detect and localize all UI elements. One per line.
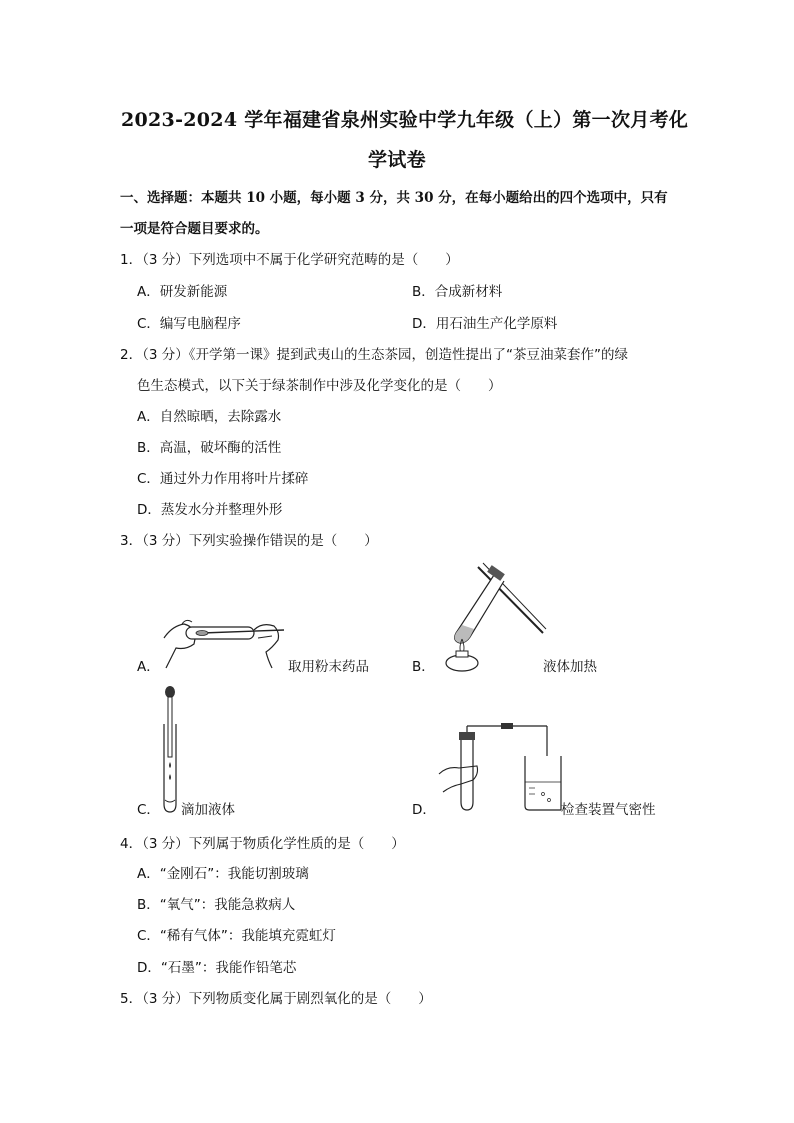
question-3-option-b[interactable]: B． — [412, 659, 435, 675]
question-1-option-d[interactable]: D．用石油生产化学原料 — [412, 316, 558, 332]
question-3-caption-d: 检查装置气密性 — [561, 802, 656, 818]
question-3-caption-b: 液体加热 — [543, 659, 597, 675]
question-5-stem: 5．（3 分）下列物质变化属于剧烈氧化的是（ ） — [120, 991, 432, 1007]
section-heading-line2: 一项是符合题目要求的。 — [120, 221, 269, 237]
dropper-figure — [158, 684, 182, 814]
question-2-option-d[interactable]: D．蒸发水分并整理外形 — [137, 502, 283, 518]
question-3-stem: 3．（3 分）下列实验操作错误的是（ ） — [120, 533, 378, 549]
liquid-heating-figure — [428, 555, 548, 673]
question-2-stem-line2: 色生态模式，以下关于绿茶制作中涉及化学变化的是（ ） — [137, 378, 502, 394]
question-1-option-c[interactable]: C．编写电脑程序 — [137, 316, 241, 332]
question-4-option-a[interactable]: A．“金刚石”：我能切割玻璃 — [137, 866, 309, 882]
question-2-stem-line1: 2．（3 分）《开学第一课》提到武夷山的生态茶园，创造性提出了“茶豆油菜套作”的绿 — [120, 347, 628, 363]
question-4-option-c[interactable]: C．“稀有气体”：我能填充霓虹灯 — [137, 928, 336, 944]
question-3-caption-a: 取用粉末药品 — [288, 659, 369, 675]
airtightness-check-figure — [437, 722, 561, 814]
section-heading-line1: 一、选择题：本题共 10 小题，每小题 3 分，共 30 分，在每小题给出的四个选项中，只有 — [120, 190, 668, 206]
question-2-option-a[interactable]: A．自然晾晒，去除露水 — [137, 409, 282, 425]
page-title-line1: 2023-2024 学年福建省泉州实验中学九年级（上）第一次月考化 — [121, 109, 689, 131]
question-4-option-d[interactable]: D．“石墨”：我能作铅笔芯 — [137, 960, 297, 976]
page-title-line2: 学试卷 — [368, 149, 426, 171]
question-3-option-c[interactable]: C． — [137, 802, 160, 818]
question-2-option-b[interactable]: B．高温，破坏酶的活性 — [137, 440, 282, 456]
question-3-option-a[interactable]: A． — [137, 659, 160, 675]
question-1-option-a[interactable]: A．研发新能源 — [137, 284, 228, 300]
question-3-caption-c: 滴加液体 — [181, 802, 235, 818]
question-4-stem: 4．（3 分）下列属于物质化学性质的是（ ） — [120, 836, 405, 852]
question-3-option-d[interactable]: D． — [412, 802, 436, 818]
question-1-stem: 1．（3 分）下列选项中不属于化学研究范畴的是（ ） — [120, 252, 459, 268]
question-4-option-b[interactable]: B．“氧气”：我能急救病人 — [137, 897, 296, 913]
powder-sampling-figure — [162, 608, 287, 670]
question-2-option-c[interactable]: C．通过外力作用将叶片揉碎 — [137, 471, 309, 487]
question-1-option-b[interactable]: B．合成新材料 — [412, 284, 503, 300]
